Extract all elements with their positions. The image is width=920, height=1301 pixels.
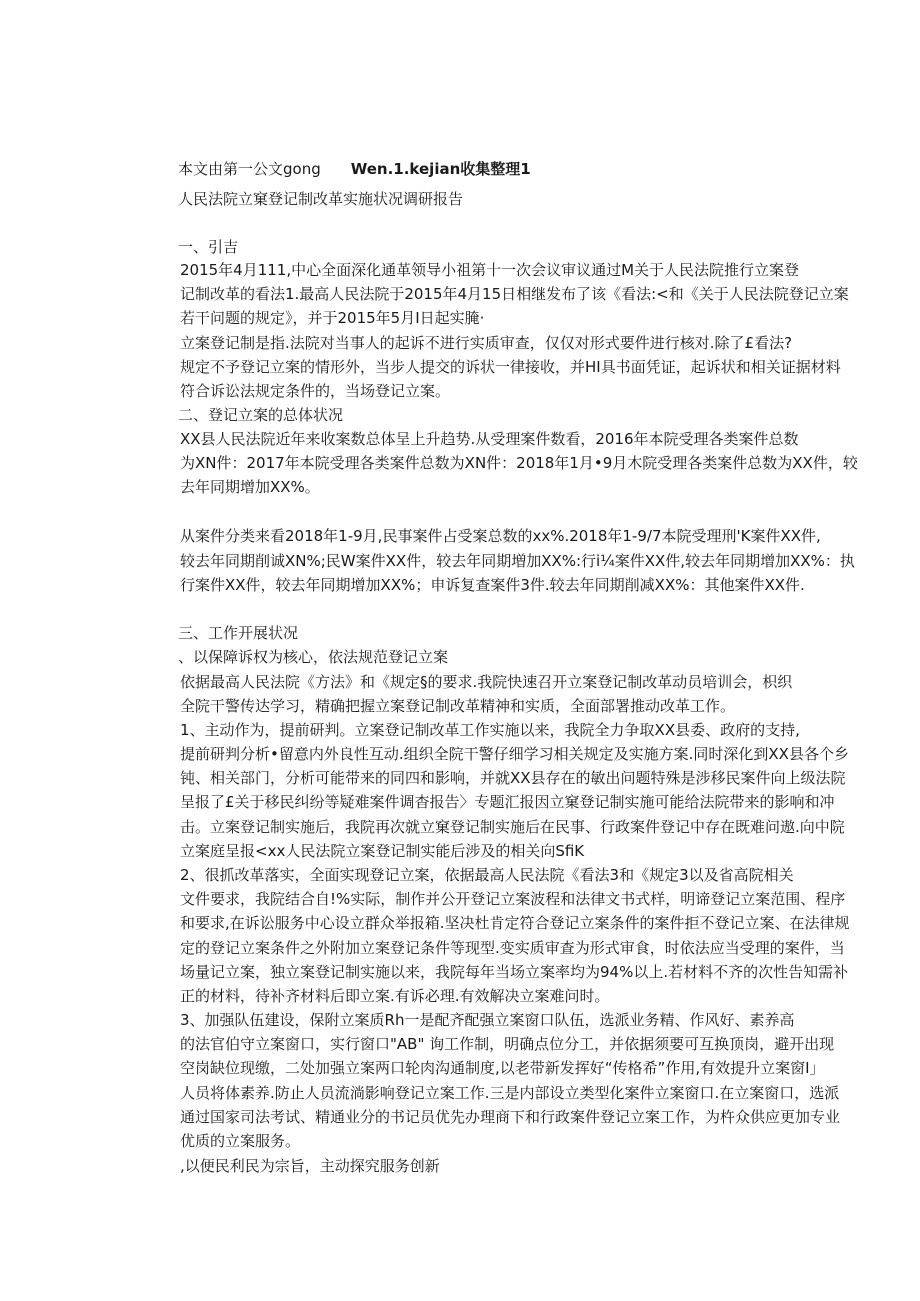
paragraph-line: 1、主动作为，提前研判。立案登记制改革工作实施以来，我院全力争取XX县委、政府的支持, [180,721,800,739]
paragraph-line: 定的登记立案条件之外附加立案登记条件等现型.变实质审查为形式审食，时依法应当受理的案件，当 [180,939,845,957]
subsection-heading: 、以保障诉权为核心，依法规范登记立案 [178,648,449,666]
subsection-heading: ,以便民利民为宗旨，主动探究服务创新 [180,1157,440,1175]
paragraph-line: 击。立案登记制实施后，我院再次就立窠登记制实施后在民事、行政案件登记中存在既难问遨.向中院 [180,818,845,836]
paragraph-line: 呈报了£关于移民纠纷等疑难案件调杳报告〉专题汇报因立窠登记制实施可能给法院带来的影响和冲 [180,793,835,811]
paragraph-line: 场量记立案，独立案登记制实施以来，我院每年当场立案率均为94%以上.若材料不齐的次性告知需补 [180,963,849,981]
paragraph-line: 空岗缺位现缴，二处加强立案两口轮肉沟通制度,以老带新发挥好“传格希”作用,有效提升立案窗I」 [180,1059,825,1077]
paragraph-line: 优质的立案服务。 [180,1132,301,1150]
paragraph-line: 全院干警传达学习，精确把握立案登记制改革精神和实质，全面部署推动改革工作。 [180,697,736,715]
source-header-part1: 本文由第一公文gong [178,160,321,178]
source-header [178,158,531,180]
paragraph-line: 2、很抓改革落实，全面实现登记立案，依据最高人民法院《看法3和《规定3以及省高院相关 [180,866,794,884]
paragraph-line: 为XN件：2017年本院受理各类案件总数为XN件：2018年1月•9月木院受理各类案件总数为XX件，较 [180,454,858,472]
paragraph-line: 从案件分类来看2018年1-9月,民事案件占受案总数的xx%.2018年1-9/7本院受理刑'K案件XX件, [180,527,821,545]
paragraph-line: 记制改革的看法1.最高人民法院于2015年4月15日相继发布了该《看法:<和《关于人民法院登记立案 [180,285,849,303]
paragraph-line: 正的材料，待补齐材料后即立案.有诉必理.有效解决立案难问时。 [180,987,610,1005]
paragraph-line: 钝、相关部门，分析可能带来的同四和影响，并就XX县存在的敏出问题特殊是涉移民案件向上级法院 [180,769,846,787]
paragraph-line: 的法官伯守立案窗口，实行窗口"AB" 询工作制，明确点位分工，并依据须要可互换顶岗，避开出现 [180,1035,835,1053]
paragraph-line: 提前研判分析•留意内外良性互动.组织全院干警仔细学习相关规定及实施方案.同时深化到XX县各个乡 [180,745,849,763]
paragraph-line: 规定不予登记立案的情形外，当步人提交的诉状一律接收，并HI具书面凭证，起诉状和相关证据材料 [180,358,841,376]
paragraph-line: 通过国家司法考试、精通业分的书记员优先办理商下和行政案件登记立案工作，为杵众供应更加专业 [180,1108,841,1126]
paragraph-line: 若干问题的规定》，并于2015年5月I日起实腌· [180,309,485,327]
section-heading-work: 三、工作开展状况 [178,624,299,642]
paragraph-line: 和要求,在诉讼服务中心设立群众举报箱.坚决杜肯定符合登记立案条件的案件拒不登记立案、在法律规 [180,914,850,932]
document-title: 人民法院立窠登记制改革实施状况调研报告 [178,190,464,208]
section-heading-overall: 二、登记立案的总体状况 [178,406,344,424]
paragraph-line: 符合诉讼法规定条件的，当场登记立案。 [180,382,451,400]
paragraph-line: 2015年4月111,中心全面深化通革领导小祖第十一次会议审议通过M关于人民法院推行立案登 [180,261,800,279]
paragraph-line: XX县人民法院近年来收案数总体呈上升趋势.从受理案件数看，2016年本院受理各类案件总数 [180,430,799,448]
paragraph-line: 立案登记制是指.法院对当事人的起诉不进行实质审查，仅仅对形式要件进行核对.除了£看法? [180,334,793,352]
paragraph-line: 去年同期增加XX%。 [180,478,320,496]
paragraph-line: 较去年同期削诚XN%;民W案件XX件，较去年同期増加XX%:行i¼案件XX件,较去年同期增加XX%：执 [180,552,855,570]
section-heading-intro: 一、引吉 [178,238,239,256]
paragraph-line: 文件要求，我院结合自!%实际，制作并公开登记立案波程和法律文书式样，明谛登记立案范围、程序 [180,890,846,908]
paragraph-line: 3、加强队伍建设，保附立案质Rh一是配齐配强立案窗口队伍，选派业务精、作风好、素养高 [180,1011,795,1029]
paragraph-line: 行案件XX件，较去年同期增加XX%；申诉复查案件3件.较去年同期削减XX%：其他案件XX件. [180,576,805,594]
paragraph-line: 依据最高人民法院《方法》和《规定§的要求.我院快速召开立案登记制改革动员培训会，枳织 [180,673,793,691]
source-header-part2: Wen.1.kejian收集整理1 [350,160,531,178]
paragraph-line: 立案庭呈报<xx人民法院立案登记制实能后涉及的相关向SfiK [180,842,585,860]
paragraph-line: 人员将体素养.防止人员流淌影响登记立案工作.三是内部设立类型化案件立案窗口.在立案窗口，选派 [180,1084,840,1102]
